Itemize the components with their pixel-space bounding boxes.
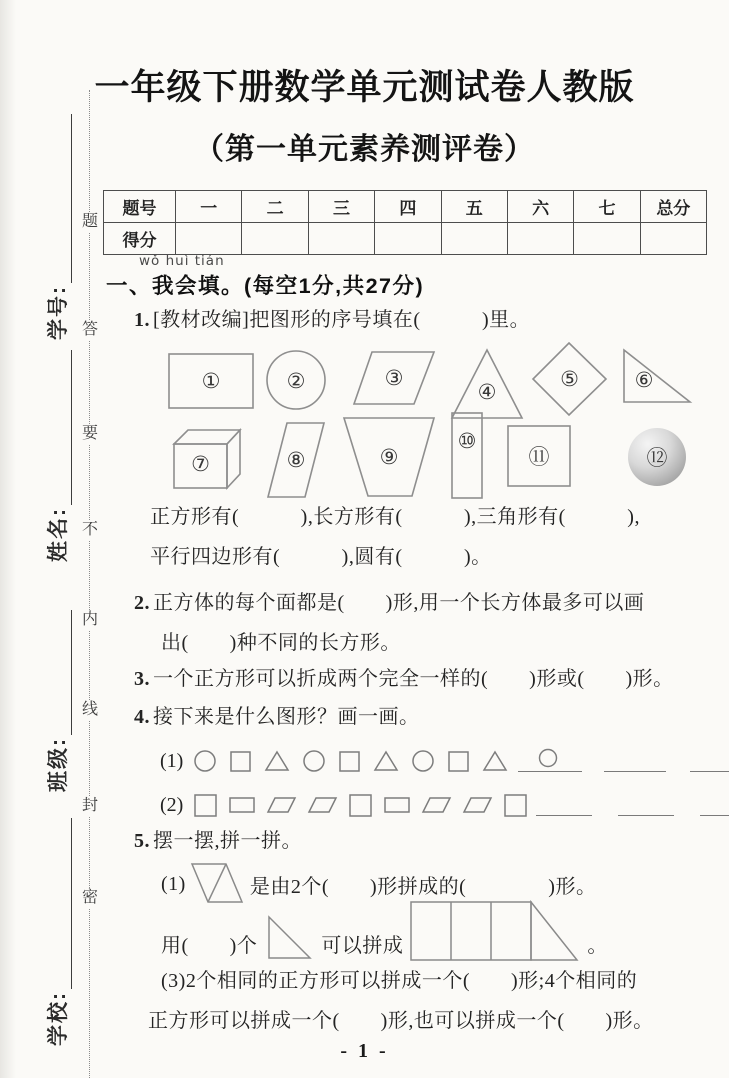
- shape-diamond: [531, 341, 608, 417]
- seal-char: 题: [79, 212, 101, 232]
- parallelogram-icon: [307, 796, 338, 814]
- shape-number: ⑩: [457, 428, 477, 453]
- score-table-header-cell: 题号: [104, 191, 176, 223]
- right-triangle-icon: [265, 914, 313, 962]
- q5-part3-line1: (3)2个相同的正方形可以拼成一个( )形;4个相同的: [161, 970, 638, 992]
- score-cell[interactable]: [507, 223, 573, 255]
- shape-number: ①: [201, 369, 221, 393]
- score-row-label: 得分: [104, 223, 176, 255]
- score-cell[interactable]: [574, 223, 640, 255]
- composed-trapezoid-icon: [409, 900, 581, 962]
- field-label: 学号:: [47, 285, 70, 340]
- field-label: 班级:: [47, 737, 70, 792]
- question-4-text: [134, 704, 420, 730]
- school-blank[interactable]: [51, 818, 72, 989]
- score-table-header-cell: 五: [441, 191, 507, 223]
- seal-char: 密: [79, 888, 101, 908]
- tall-rectangle-icon: [447, 411, 487, 500]
- sub-question-text: 是由2个( )形拼成的( )形。: [249, 875, 597, 898]
- field-label: 学校:: [47, 991, 70, 1046]
- shape-right-triangle: [621, 347, 693, 404]
- shape-slanted-parallelogram: [266, 421, 326, 499]
- question-text: [教材改编]把图形的序号填在( )里。: [153, 309, 531, 331]
- circle-icon: [411, 749, 435, 773]
- rectangle-icon: [383, 796, 411, 814]
- square-icon: [447, 750, 470, 773]
- q1-answer-line-1: 正方形有( ),长方形有( ),三角形有( ),: [150, 506, 640, 528]
- parallelogram-icon: [462, 796, 493, 814]
- question-text: 接下来是什么图形？画一画。: [153, 706, 420, 728]
- circle-icon: [193, 749, 217, 773]
- shape-parallelogram: [352, 350, 436, 406]
- seal-char: 不: [79, 520, 101, 540]
- page-subtitle: （第一单元素养测评卷）: [194, 133, 535, 166]
- shape-number: ⑪: [528, 445, 550, 469]
- question-2-text-line2: 出( )种不同的长方形。: [161, 632, 401, 654]
- circle-answer-icon: [538, 748, 558, 768]
- shape-trapezoid: [341, 415, 437, 499]
- shape-number: ④: [477, 380, 497, 404]
- shape-sphere: [628, 428, 686, 486]
- sub-question-label: (1): [161, 872, 186, 895]
- seal-char: 要: [79, 424, 101, 444]
- shape-number: ⑤: [560, 367, 579, 391]
- sub-question-text: 。: [587, 935, 608, 957]
- score-table-header-cell: 七: [574, 191, 640, 223]
- square-icon: [338, 750, 361, 773]
- square-icon: [229, 750, 252, 773]
- seal-char: 封: [79, 796, 101, 816]
- question-number: 5.: [134, 830, 150, 852]
- question-1-text: [134, 307, 530, 333]
- score-table-header-cell: 一: [176, 191, 242, 223]
- score-cell[interactable]: [308, 223, 374, 255]
- question-text: 正方体的每个面都是( )形,用一个长方体最多可以画: [153, 592, 645, 614]
- class-field: [46, 610, 72, 792]
- field-label: 姓名:: [47, 507, 70, 562]
- pinyin-annotation: wǒ huì tián: [139, 253, 225, 269]
- answer-blank[interactable]: [618, 795, 674, 816]
- shape-cube: [171, 427, 242, 491]
- right-triangle-icon: [621, 347, 693, 404]
- rectangle-icon: [228, 796, 256, 814]
- question-number: 2.: [134, 592, 150, 614]
- triangle-icon: [264, 750, 290, 772]
- score-cell[interactable]: [242, 223, 308, 255]
- triangle-icon: [482, 750, 508, 772]
- q4-sequence-row-1: [160, 740, 729, 782]
- question-number: 1.: [134, 309, 150, 331]
- answer-blank[interactable]: [604, 751, 666, 772]
- score-table-header-row: [104, 191, 707, 223]
- shape-number: ⑥: [634, 367, 654, 392]
- question-text: 一个正方形可以折成两个完全一样的( )形或( )形。: [153, 668, 674, 690]
- answer-blank[interactable]: [700, 795, 729, 816]
- score-table-header-cell: 二: [242, 191, 308, 223]
- school-field: [46, 818, 72, 1046]
- shape-circle: [264, 349, 328, 412]
- score-table-score-row: [104, 223, 707, 255]
- answer-blank[interactable]: [690, 751, 729, 772]
- q1-answer-line-2: 平行四边形有( ),圆有( )。: [150, 546, 492, 568]
- q4-sequence-row-2: [160, 784, 729, 826]
- circle-icon: [302, 749, 326, 773]
- score-cell[interactable]: [441, 223, 507, 255]
- question-text: 摆一摆,拼一拼。: [153, 830, 302, 852]
- parallelogram-icon: [266, 796, 297, 814]
- student-name-field: [46, 350, 72, 562]
- seal-char: 答: [79, 320, 101, 340]
- page-number: - 1 -: [340, 1040, 389, 1062]
- sub-question-label: (2): [160, 793, 184, 816]
- score-table-header-cell: 四: [375, 191, 441, 223]
- question-5-text: [134, 828, 302, 854]
- parallelogram-icon: [421, 796, 452, 814]
- shape-number: ⑦: [191, 452, 210, 476]
- score-table-header-cell: 总分: [640, 191, 706, 223]
- question-number: 3.: [134, 668, 150, 690]
- score-table-header-cell: 六: [507, 191, 573, 223]
- shape-number: ③: [384, 366, 404, 390]
- answer-blank[interactable]: [518, 751, 582, 772]
- score-cell[interactable]: [640, 223, 706, 255]
- student-name-blank[interactable]: [51, 350, 72, 505]
- shape-number: ⑫: [646, 446, 668, 470]
- score-cell[interactable]: [176, 223, 242, 255]
- square-icon: [193, 793, 218, 818]
- seal-char: 内: [79, 610, 101, 630]
- score-table: [103, 190, 707, 255]
- shape-square: [505, 423, 573, 489]
- triangle-icon: [373, 750, 399, 772]
- page-title: 一年级下册数学单元测试卷人教版: [94, 68, 635, 107]
- shape-number: ⑧: [286, 448, 306, 472]
- question-number: 4.: [134, 706, 150, 728]
- q5-part2-row: [161, 896, 608, 962]
- sub-question-text: 用( )个: [161, 935, 258, 957]
- shape-rectangle: [167, 352, 255, 410]
- question-2-text: [134, 590, 644, 616]
- shape-number: ⑨: [379, 445, 399, 469]
- question-3-text: [134, 666, 674, 692]
- square-icon: [503, 793, 528, 818]
- score-table-header-cell: 三: [308, 191, 374, 223]
- sub-question-text: 可以拼成: [321, 935, 404, 957]
- q5-part3-line2: 正方形可以拼成一个( )形,也可以拼成一个( )形。: [148, 1010, 654, 1032]
- class-blank[interactable]: [51, 610, 72, 735]
- section-one-heading: 一、我会填。(每空1分,共27分): [106, 274, 425, 298]
- shape-number: ②: [286, 368, 306, 393]
- seal-char: 线: [79, 700, 101, 720]
- shape-tall-rectangle: [447, 411, 487, 500]
- sub-question-label: (1): [160, 749, 184, 772]
- square-icon: [348, 793, 373, 818]
- score-cell[interactable]: [375, 223, 441, 255]
- answer-blank[interactable]: [536, 795, 592, 816]
- seal-dotted-line: [89, 90, 90, 1078]
